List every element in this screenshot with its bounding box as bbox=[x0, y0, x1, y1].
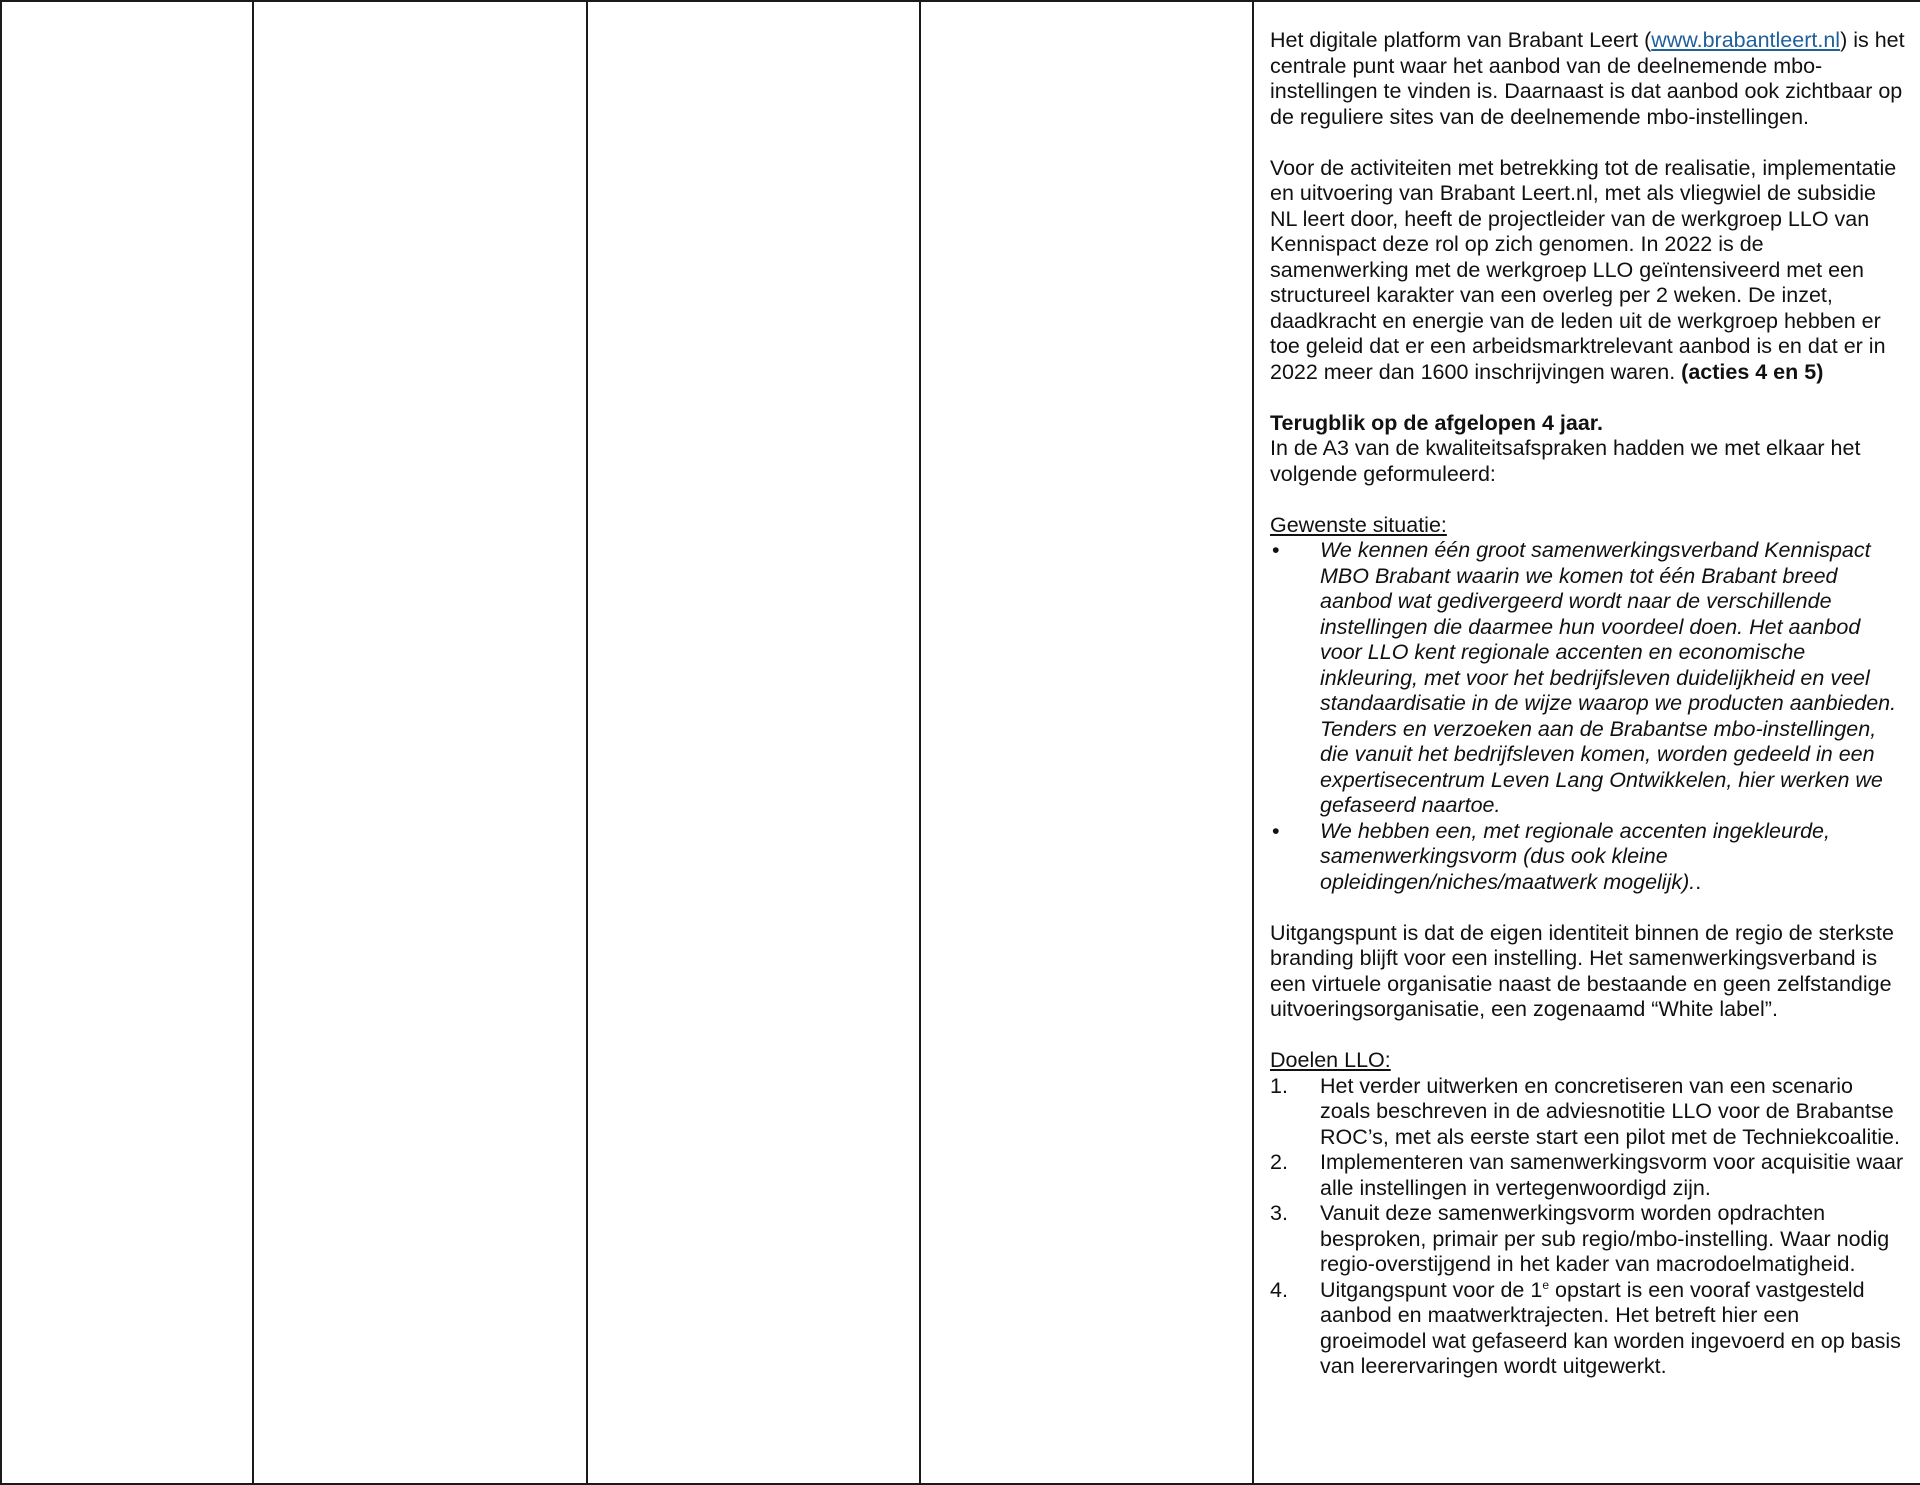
list-item-text: We hebben een, met regionale accenten ingekleurde, samenwerkingsvorm (dus ook kleine opleidingen/niches/maatwerk mogelijk). bbox=[1320, 818, 1830, 894]
list-item-text: opstart is een vooraf vastgesteld aanbod en maatwerktrajecten. Het betreft hier een groeimodel wat gefaseerd kan worden ingevoerd en op basis van leerervaringen wordt uitgewerkt. bbox=[1320, 1277, 1901, 1378]
bullet-icon: • bbox=[1272, 538, 1280, 562]
list-number: 4. bbox=[1270, 1277, 1288, 1302]
list-item-text: We kennen één groot samenwerkingsverband Kennispact MBO Brabant waarin we komen tot één Brabant breed aanbod wat gedivergeerd wordt naar de verschillende instellingen die daarmee hun voordeel doen. Het aanbod voor LLO kent regionale accenten en economische inkleuring, met voor het bedrijfsleven duidelijkheid en veel standaardisatie in de wijze waarop we producten aanbieden. Tenders en verzoeken aan de Brabantse mbo-instellingen, die vanuit het bedrijfsleven komen, worden gedeeld in een expertisecentrum Leven Lang Ontwikkelen, hier werken we gefaseerd naartoe. bbox=[1320, 538, 1897, 817]
list-item bbox=[1270, 1278, 1906, 1380]
table-cell-content bbox=[1253, 1, 1920, 1484]
list-item-text: Vanuit deze samenwerkingsvorm worden opdrachten besproken, primair per sub regio/mbo-instelling. Waar nodig regio-overstijgend in het kader van macrodoelmatigheid. bbox=[1320, 1201, 1890, 1276]
list-item bbox=[1270, 1150, 1906, 1201]
platform-paragraph bbox=[1270, 28, 1906, 130]
list-item-text: Het verder uitwerken en concretiseren van een scenario zoals beschreven in de adviesnotitie LLO voor de Brabantse ROC’s, met als eerste start een pilot met de Techniekcoalitie. bbox=[1320, 1073, 1900, 1149]
activities-text: Voor de activiteiten met betrekking tot de realisatie, implementatie en uitvoering van Brabant Leert.nl, met als vliegwiel de subsidie NL leert door, heeft de projectleider van de werkgroep LLO van Kennispact deze rol op zich genomen. In 2022 is de samenwerking met de werkgroep LLO geïntensiveerd met een structureel karakter van een overleg per 2 weken. De inzet, daadkracht en energie van de leden uit de werkgroep hebben er toe geleid dat er een arbeidsmarktrelevant aanbod is en dat er in 2022 meer dan 1600 inschrijvingen waren. bbox=[1270, 155, 1897, 384]
list-number: 3. bbox=[1270, 1201, 1288, 1225]
platform-text-end: ) is het centrale punt waar het aanbod van de deelnemende mbo-instellingen te vinden is. Daarnaast is dat aanbod ook zichtbaar op de reguliere sites van de deelnemende mbo-instellingen. bbox=[1270, 28, 1905, 129]
table-cell-col1 bbox=[1, 1, 253, 1484]
activities-paragraph bbox=[1270, 156, 1906, 386]
desired-situation-heading: Gewenste situatie: bbox=[1270, 512, 1447, 537]
table-row bbox=[1, 1, 1920, 1484]
retrospective-intro: In de A3 van de kwaliteitsafspraken hadden we met elkaar het volgende geformuleerd: bbox=[1270, 436, 1861, 486]
table-cell-col4 bbox=[920, 1, 1253, 1484]
table-cell-col3 bbox=[587, 1, 920, 1484]
platform-text-start: Het digitale platform van Brabant Leert ( bbox=[1270, 28, 1652, 52]
goals-heading: Doelen LLO: bbox=[1270, 1048, 1391, 1072]
list-item-text: Implementeren van samenwerkingsvorm voor acquisitie waar alle instellingen in vertegenwoordigd zijn. bbox=[1320, 1150, 1904, 1200]
superscript: e bbox=[1542, 1277, 1550, 1292]
list-item-period: . bbox=[1695, 869, 1702, 894]
table-cell-col2 bbox=[253, 1, 587, 1484]
list-number: 2. bbox=[1270, 1150, 1288, 1174]
goals-list bbox=[1270, 1074, 1906, 1380]
desired-situation-list bbox=[1270, 538, 1906, 895]
list-number: 1. bbox=[1270, 1073, 1288, 1098]
actions-reference: (acties 4 en 5) bbox=[1681, 359, 1824, 384]
bullet-icon: • bbox=[1272, 818, 1280, 843]
retrospective-heading: Terugblik op de afgelopen 4 jaar. bbox=[1270, 410, 1603, 435]
list-item bbox=[1270, 1201, 1906, 1278]
list-item-text: Uitgangspunt voor de 1 bbox=[1320, 1277, 1543, 1302]
list-item bbox=[1270, 819, 1906, 896]
list-item bbox=[1270, 1074, 1906, 1151]
list-item bbox=[1270, 538, 1906, 819]
identity-paragraph: Uitgangspunt is dat de eigen identiteit binnen de regio de sterkste branding blijft voor een instelling. Het samenwerkingsverband is een virtuele organisatie naast de bestaande en geen zelfstandige uitvoeringsorganisatie, een zogenaamd “White label”. bbox=[1270, 920, 1894, 1021]
brabantleert-link[interactable]: www.brabantleert.nl bbox=[1651, 28, 1841, 52]
cell-content bbox=[1254, 2, 1920, 1380]
